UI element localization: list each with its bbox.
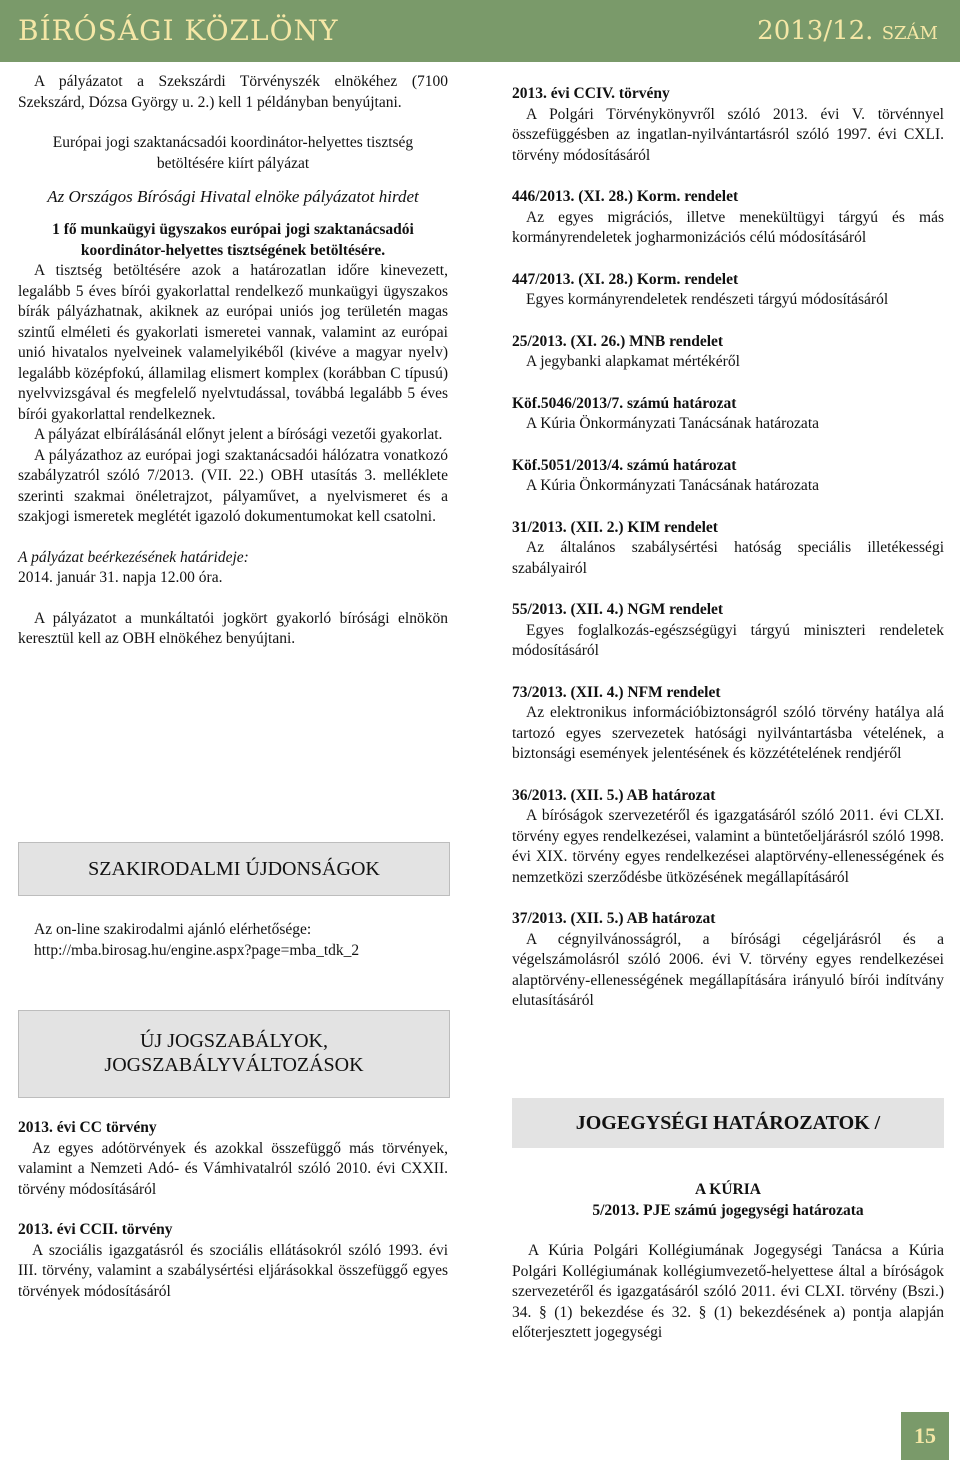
law-entry [512, 683, 944, 765]
law-title: Köf.5051/2013/4. számú határozat [512, 456, 737, 474]
law-title: 36/2013. (XII. 5.) AB határozat [512, 786, 716, 804]
law-desc: A cégnyilvánosságról, a bírósági cégeljárásról és a végelszámolásról szóló 2006. évi V. törvény egyes rendelkezései alaptörvény-ellenességének megállapítására irányuló bírói indítvány elutasításáról [512, 930, 944, 1009]
law-title: Köf.5046/2013/7. számú határozat [512, 394, 737, 412]
tender-attachments: A pályázathoz az európai jogi szaktanácsadói hálózatra vonatkozó szabályzatról szóló 7/2013. (VII. 22.) OBH utasítás 3. melléklete szerinti szakmai önéletrajzot, pályaművet, a nyelvismeret és a szakjogi ismeretek meglétét igazoló dokumentumokat kell csatolni. [18, 446, 448, 525]
online-url[interactable]: http://mba.birosag.hu/engine.aspx?page=mba_tdk_2 [34, 941, 360, 959]
law-title: 447/2013. (XI. 28.) Korm. rendelet [512, 270, 739, 288]
submission-note: A pályázatot a munkáltatói jogkört gyakorló bírósági elnökön keresztül kell az OBH elnökéhez benyújtani. [18, 609, 448, 647]
pje-title: 5/2013. PJE számú jogegységi határozata [592, 1201, 864, 1219]
literature-section-title: SZAKIRODALMI ÚJDONSÁGOK [88, 858, 380, 880]
law-entry [512, 518, 944, 580]
uniformity-section-title: JOGEGYSÉGI HATÁROZATOK / [575, 1112, 881, 1134]
literature-section-band [18, 842, 450, 896]
tender-title: Európai jogi szaktanácsadói koordinátor-helyettes tisztség betöltésére kiírt pályázat [52, 134, 414, 172]
issue-number [757, 16, 938, 46]
law-title: 2013. évi CCIV. törvény [512, 85, 670, 102]
law-entry [512, 456, 944, 497]
journal-title: BÍRÓSÁGI KÖZLÖNY [18, 14, 339, 47]
online-reference [18, 920, 448, 961]
law-title: 2013. évi CC törvény [18, 1119, 157, 1136]
tender-advantage: A pályázat elbírálásánál előnyt jelent a bírósági vezetői gyakorlat. [34, 426, 443, 443]
law-entry [512, 332, 944, 373]
issue-word: SZÁM [881, 23, 938, 44]
new-laws-title-1: ÚJ JOGSZABÁLYOK, [139, 1030, 328, 1052]
uniformity-section-band [512, 1098, 944, 1148]
page-header [0, 0, 960, 62]
deadline-label: A pályázat beérkezésének határideje: [18, 548, 249, 566]
law-title: 37/2013. (XII. 5.) AB határozat [512, 910, 716, 927]
new-laws-list [18, 1118, 448, 1302]
intro-paragraph: A pályázatot a Szekszárdi Törvényszék elnökéhez (7100 Szekszárd, Dózsa György u. 2.) kell 1 példányban benyújtani. [18, 73, 448, 111]
law-desc: A szociális igazgatásról és szociális ellátásokról szóló 1993. évi III. törvény, valamint a szabálysértési eljárásokkal összefüggő egyes törvények módosításáról [18, 1241, 448, 1300]
law-entry [512, 187, 944, 249]
law-entry [512, 786, 944, 889]
law-desc: A Polgári Törvénykönyvről szóló 2013. évi V. törvénnyel összefüggésben az ingatlan-nyilvántartásról szóló 1997. évi CXLI. törvény módosításáról [512, 105, 944, 164]
pje-text: A Kúria Polgári Kollégiumának Jogegységi Tanácsa a Kúria Polgári Kollégiumának kollégiumvezető-helyettese által a bíróságok szervezetéről és igazgatásáról szóló 2011. évi CLXI. törvény (Bszi.) 34. § (1) bekezdése és 32. § (1) bekezdésének a) pontja alapján előterjesztett jogegységi [512, 1242, 944, 1341]
law-desc: Az egyes adótörvények és azokkal összefüggő más törvények, valamint a Nemzeti Adó- és Vámhivatalról szóló 2010. évi CXXII. törvény módosításáról [18, 1139, 448, 1198]
law-desc: Az elektronikus információbiztonságról szóló törvény hatálya alá tartozó egyes szervezetek hatósági nyilvántartásba vételének, a biztonsági események jelentésének és közzétételének rendjéről [512, 704, 944, 762]
left-column [18, 72, 448, 650]
kuria-heading: A KÚRIA [695, 1181, 761, 1198]
law-entry [18, 1118, 448, 1200]
law-desc: Egyes kormányrendeletek rendészeti tárgyú módosításáról [526, 291, 889, 308]
law-desc: Egyes foglalkozás-egészségügyi tárgyú miniszteri rendeletek módosításáról [512, 621, 944, 659]
law-title: 446/2013. (XI. 28.) Korm. rendelet [512, 188, 739, 205]
new-laws-section-band [18, 1010, 450, 1098]
law-desc: A bíróságok szervezetéről és igazgatásáról szóló 2011. évi CLXI. törvény egyes rendelkezései, valamint a büntetőeljárásról szóló 1998. évi XIX. törvény egyes rendelkezései alaptörvény-ellenességének és nemzetközi szerződésbe ütközésének megállapításáról [512, 807, 944, 886]
issue-num: 2013/12. [757, 16, 874, 46]
law-entry [512, 394, 944, 435]
law-desc: Az egyes migrációs, illetve menekültügyi tárgyú és más kormányrendeletek jogharmonizációs célú módosításáról [512, 208, 944, 246]
law-desc: Az általános szabálysértési hatóság speciális illetékességi szabályairól [512, 539, 944, 577]
law-title: 31/2013. (XII. 2.) KIM rendelet [512, 518, 718, 536]
law-entry [18, 1220, 448, 1302]
law-title: 2013. évi CCII. törvény [18, 1221, 173, 1238]
law-title: 73/2013. (XII. 4.) NFM rendelet [512, 683, 721, 701]
tender-position: 1 fő munkaügyi ügyszakos európai jogi szaktanácsadói koordinátor-helyettes tisztségének betöltésére. [52, 221, 414, 259]
online-label: Az on-line szakirodalmi ajánló elérhetősége: [34, 921, 312, 938]
law-title: 25/2013. (XI. 26.) MNB rendelet [512, 332, 724, 350]
law-desc: A jegybanki alapkamat mértékéről [526, 353, 740, 370]
page-number: 15 [901, 1412, 949, 1460]
deadline-value: 2014. január 31. napja 12.00 óra. [18, 569, 223, 586]
law-desc: A Kúria Önkormányzati Tanácsának határozata [526, 415, 820, 432]
law-entry [512, 270, 944, 311]
uniformity-decision [512, 1180, 944, 1344]
law-entry [512, 600, 944, 662]
law-entry [512, 909, 944, 1012]
law-entry [512, 84, 944, 166]
tender-requirements: A tisztség betöltésére azok a határozatlan időre kinevezett, legalább 5 éves bírói gyakorlattal rendelkező munkaügyi ügyszakos bírák pályázhatnak, akiknek az európai uniós jog területén magas szintű elméleti és gyakorlati ismeretei vannak, valamint az európai unió hivatalos nyelveinek valamelyikéből (kivéve a magyar nyelv) legalább középfokú, államilag elismert komplex (korábban C típusú) nyelvvizsgával és megfelelő nyelvtudással, továbbá legalább 5 éves bírói gyakorlattal rendelkeznek. [18, 262, 448, 423]
tender-announcer: Az Országos Bírósági Hivatal elnöke pályázatot hirdet [47, 187, 419, 206]
law-title: 55/2013. (XII. 4.) NGM rendelet [512, 601, 724, 618]
law-desc: A Kúria Önkormányzati Tanácsának határozata [526, 477, 820, 494]
new-laws-title-2: JOGSZABÁLYVÁLTOZÁSOK [104, 1054, 364, 1076]
right-column [512, 84, 944, 1033]
